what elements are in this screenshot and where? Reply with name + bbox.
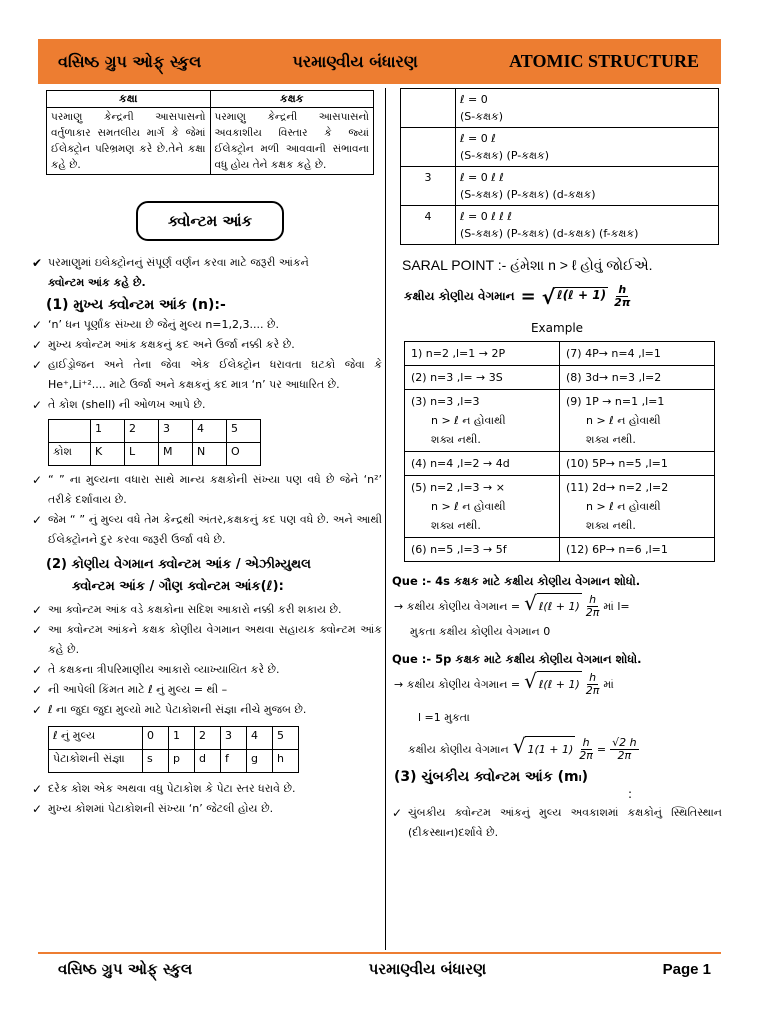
table-row: 4 ℓ = 0 ℓ ℓ ℓ (S-કક્ષક) (P-કક્ષક) (d-કક્ષક) (f-કક્ષક) — [401, 206, 719, 245]
root2-h-over-2pi: $\frac{√2 h}{2\pi}$ — [612, 736, 637, 762]
example-cell — [560, 366, 715, 390]
azimuthal-heading-1: (2) કોણીય વેગમાન ક્વોન્ટમ આંક / એઝીમ્યુથલ — [46, 557, 311, 572]
intro-point — [32, 253, 382, 293]
list-item: ✓ આ ક્વોન્ટમ આંકને કક્ષક કોણીય વેગમાન અથવા સહાયક ક્વોન્ટમ આંક કહે છે. — [32, 620, 382, 660]
l-values-table — [400, 88, 719, 245]
table-row: ℓ = 0 (S-કક્ષક) — [401, 89, 719, 128]
right-column — [392, 88, 722, 843]
checkmark-icon: ✓ — [32, 663, 43, 677]
quantum-number-title-box: ક્વોન્ટમ આંક — [136, 201, 284, 241]
h-over-2pi: $\frac{h}{2\pi}$ — [585, 593, 600, 619]
page-footer — [38, 960, 721, 978]
example-text: n > ℓ ન હોવાથી — [431, 414, 506, 427]
table-row — [405, 342, 715, 366]
checkmark-icon: ✓ — [32, 318, 43, 332]
table-row — [405, 452, 715, 476]
table-row — [405, 476, 715, 538]
table-row — [405, 390, 715, 452]
example-cell — [405, 342, 560, 366]
subshell-table: ℓ નું મુલ્ય 0 1 2 3 4 5 પેટાકોશની સંજ્ઞા s p d f g h — [48, 726, 299, 773]
angular-momentum-formula — [404, 284, 722, 309]
h-over-2pi: $\frac{h}{2\pi}$ — [614, 283, 631, 309]
square-root-icon: √ 1(1 + 1) — [513, 736, 576, 763]
example-text: (4) n=4 ,l=2 → 4d — [411, 457, 510, 470]
intro-bold-text: ક્વોન્ટમ આંક કહે છે. — [48, 276, 146, 289]
answer-5p-line-3: કક્ષીય કોણીય વેગમાન √ 1(1 + 1) $\frac{h}{2\pi}$ = $\frac{√2 h}{2\pi}$ — [408, 734, 637, 762]
checkmark-icon: ✓ — [32, 623, 43, 637]
page-number: Page 1 — [662, 960, 711, 978]
answer-5p-line-2: l =1 મુકતા — [418, 711, 470, 724]
example-text: (11) 2d→ n=2 ,l=2 — [566, 481, 669, 494]
orbit-header: કક્ષા — [47, 91, 211, 108]
intro-text: પરમાણુમાં ઇલેક્ટ્રોનનું સંપૂર્ણ વર્ણન કરવા માટે જરૂરી આંકને — [48, 256, 309, 269]
footer-school: વસિષ્ઠ ગ્રુપ ઓફ્ સ્કુલ — [58, 960, 193, 978]
checkmark-icon: ✓ — [32, 338, 43, 352]
azimuthal-heading-2: ક્વોન્ટમ આંક / ગૌણ ક્વોન્ટમ આંક(ℓ): — [72, 579, 284, 594]
footer-divider — [38, 952, 721, 954]
answer-4s-line-2: મુકતા કક્ષીય કોણીય વેગમાન 0 — [410, 625, 551, 638]
list-item: ✓ તે કોશ (shell) ની ઓળખ આપે છે. — [32, 395, 382, 415]
h-over-2pi: $\frac{h}{2\pi}$ — [579, 736, 593, 762]
list-item: ✓ “ ” ના મુલ્યના વધારા સાથે માન્ય કક્ષકોની સંખ્યા પણ વધે છે જેને ‘n²’ તરીકે દર્શાવાય છે. — [32, 470, 382, 510]
magnetic-colon: : — [627, 787, 632, 801]
example-text: (12) 6P→ n=6 ,l=1 — [566, 543, 668, 556]
square-root-icon: √ ℓ(ℓ + 1) — [524, 593, 582, 620]
example-text: (6) n=5 ,l=3 → 5f — [411, 543, 507, 556]
checkmark-icon: ✓ — [32, 513, 43, 527]
example-cell — [405, 452, 560, 476]
example-cell — [560, 538, 715, 562]
list-item: ✓ મુખ્ય ક્વોન્ટમ આંક કક્ષકનું કદ અને ઉર્જા નક્કી કરે છે. — [32, 335, 382, 355]
square-root-icon: √ ℓ(ℓ + 1) — [524, 671, 582, 698]
list-item: ✓ ચુંબકીય ક્વોન્ટમ આંકનું મુલ્ય અવકાશમાં કક્ષકોનું સ્થિતિસ્થાન (દીકસ્થાન)દર્શાવે છે. — [392, 803, 722, 843]
example-cell — [560, 476, 715, 538]
checkmark-icon: ✓ — [32, 398, 43, 412]
example-text: (2) n=3 ,l= → 3S — [411, 371, 503, 384]
example-text: n > ℓ ન હોવાથી — [586, 414, 661, 427]
list-item: ✓ ℓ ના જુદા જુદા મુલ્યો માટે પેટાકોશની સંજ્ઞા નીચે મુજબ છે. — [32, 700, 382, 720]
checkmark-icon: ✓ — [32, 683, 43, 697]
footer-topic: પરમાણ્વીય બંધારણ — [368, 960, 487, 978]
header-topic-english: ATOMIC STRUCTURE — [509, 51, 699, 71]
orbital-definition: પરમાણુ કેન્દ્રની આસપાસનો અવકાશીય વિસ્તાર કે જ્યાં ઈલેક્ટ્રોન મળી આવવાની સંભાવના વધુ હોય તેને કક્ષક કહે છે. — [210, 108, 374, 175]
example-cell — [560, 390, 715, 452]
example-cell — [560, 342, 715, 366]
example-text: (3) n=3 ,l=3 — [411, 395, 480, 408]
list-item: ✓ જેમ “ ” નું મુલ્ય વધે તેમ કેન્દ્રથી અંતર,કક્ષકનું કદ પણ વધે છે. અને આથી ઈલેક્ટ્રોનને દુર કરવા જરૂરી ઉર્જા વધે છે. — [32, 510, 382, 550]
checkmark-icon: ✓ — [32, 603, 43, 617]
checkmark-icon: ✓ — [392, 806, 403, 820]
example-text: (9) 1P → n=1 ,l=1 — [566, 395, 665, 408]
example-text: (7) 4P→ n=4 ,l=1 — [566, 347, 661, 360]
list-item: ✓ હાઈડ્રોજન અને તેના જેવા એક ઈલેક્ટ્રોન ધરાવતા ઘટકો જેવા કે He⁺,Li⁺².... માટે ઉર્જા અને કક્ષકનું કદ માત્ર ‘n’ પર આધારિત છે. — [32, 355, 382, 395]
checkmark-icon: ✓ — [32, 703, 43, 717]
example-text: શક્ય નથી. — [431, 519, 481, 532]
shell-table: 1 2 3 4 5 કોશ K L M N O — [48, 419, 261, 466]
example-cell — [405, 390, 560, 452]
example-text: શક્ય નથી. — [586, 519, 636, 532]
example-table — [404, 341, 715, 562]
example-text: શક્ય નથી. — [586, 433, 636, 446]
table-row — [405, 366, 715, 390]
table-row: 3 ℓ = 0 ℓ ℓ (S-કક્ષક) (P-કક્ષક) (d-કક્ષક) — [401, 167, 719, 206]
principal-heading: (1) મુખ્ય ક્વોન્ટમ આંક (n):- — [46, 297, 226, 313]
example-text: શક્ય નથી. — [431, 433, 481, 446]
checkmark-icon: ✓ — [32, 473, 43, 487]
header-school: વસિષ્ઠ ગ્રુપ ઓફ્ સ્કુલ — [58, 51, 202, 71]
example-text: 1) n=2 ,l=1 → 2P — [411, 347, 506, 360]
saral-point: SARAL POINT :- હંમેશા n > ℓ હોવું જોઈએ. — [402, 257, 653, 273]
example-text: (10) 5P→ n=5 ,l=1 — [566, 457, 668, 470]
list-item: ✓ મુખ્ય કોશમાં પેટાકોશની સંખ્યા ‘n’ જેટલી હોય છે. — [32, 799, 382, 819]
checkmark-icon: ✔ — [32, 256, 43, 270]
orbital-header: કક્ષક — [210, 91, 374, 108]
answer-4s-line-1: → કક્ષીય કોણીય વેગમાન = √ ℓ(ℓ + 1) $\frac{h}{2\pi}$ માં l= — [394, 591, 630, 619]
h-over-2pi: $\frac{h}{2\pi}$ — [585, 671, 600, 697]
example-text: n > ℓ ન હોવાથી — [431, 500, 506, 513]
list-item: ✓ આ ક્વોન્ટમ આંક વડે કક્ષકોના સદિશ આકારો નક્કી કરી શકાય છે. — [32, 600, 382, 620]
orbit-orbital-table — [46, 90, 374, 175]
page-header — [38, 39, 721, 84]
list-item: ✓ તે કક્ષકના ત્રીપરિમાણીય આકારો વ્યાખ્યાયિત કરે છે. — [32, 660, 382, 680]
example-text: n > ℓ ન હોવાથી — [586, 500, 661, 513]
square-root-icon: √ ℓ(ℓ + 1) — [541, 284, 607, 309]
column-divider — [385, 88, 386, 950]
example-cell — [560, 452, 715, 476]
left-column — [32, 90, 382, 819]
checkmark-icon: ✓ — [32, 358, 43, 372]
list-item: ✓ દરેક કોશ એક અથવા વધુ પેટાકોશ કે પેટા સ્તર ધરાવે છે. — [32, 779, 382, 799]
list-item: ✓ ની આપેલી કિંમત માટે ℓ નું મુલ્ય = થી – — [32, 680, 382, 700]
checkmark-icon: ✓ — [32, 802, 43, 816]
formula-equals: = — [520, 286, 536, 307]
example-cell — [405, 538, 560, 562]
formula-label: કક્ષીય કોણીય વેગમાન — [404, 289, 515, 303]
checkmark-icon: ✓ — [32, 782, 43, 796]
example-text: (8) 3d→ n=3 ,l=2 — [566, 371, 662, 384]
question-5p: Que :- 5p કક્ષક માટે કક્ષીય કોણીય વેગમાન શોધો. — [392, 652, 642, 666]
question-4s: Que :- 4s કક્ષક માટે કક્ષીય કોણીય વેગમાન શોધો. — [392, 574, 641, 588]
example-text: (5) n=2 ,l=3 → × — [411, 481, 505, 494]
example-cell — [405, 476, 560, 538]
magnetic-heading: (3) ચુંબકીય ક્વોન્ટમ આંક (mₗ) — [394, 769, 589, 785]
orbit-definition: પરમાણુ કેન્દ્રની આસપાસનો વર્તુળાકાર સમતલીય માર્ગ કે જેમાં ઈલેક્ટ્રોન પરિભ્રમણ કરે છે.તેને કક્ષા કહે છે. — [47, 108, 211, 175]
header-topic-gujarati: પરમાણ્વીય બંધારણ — [292, 51, 418, 71]
example-title: Example — [530, 321, 584, 335]
answer-5p-line-1: → કક્ષીય કોણીય વેગમાન = √ ℓ(ℓ + 1) $\frac{h}{2\pi}$ માં — [394, 669, 614, 697]
table-row — [405, 538, 715, 562]
list-item: ✓ ‘n’ ધન પૂર્ણાંક સંખ્યા છે જેનું મુલ્ય n=1,2,3.... છે. — [32, 315, 382, 335]
example-cell — [405, 366, 560, 390]
table-row: ℓ = 0 ℓ (S-કક્ષક) (P-કક્ષક) — [401, 128, 719, 167]
